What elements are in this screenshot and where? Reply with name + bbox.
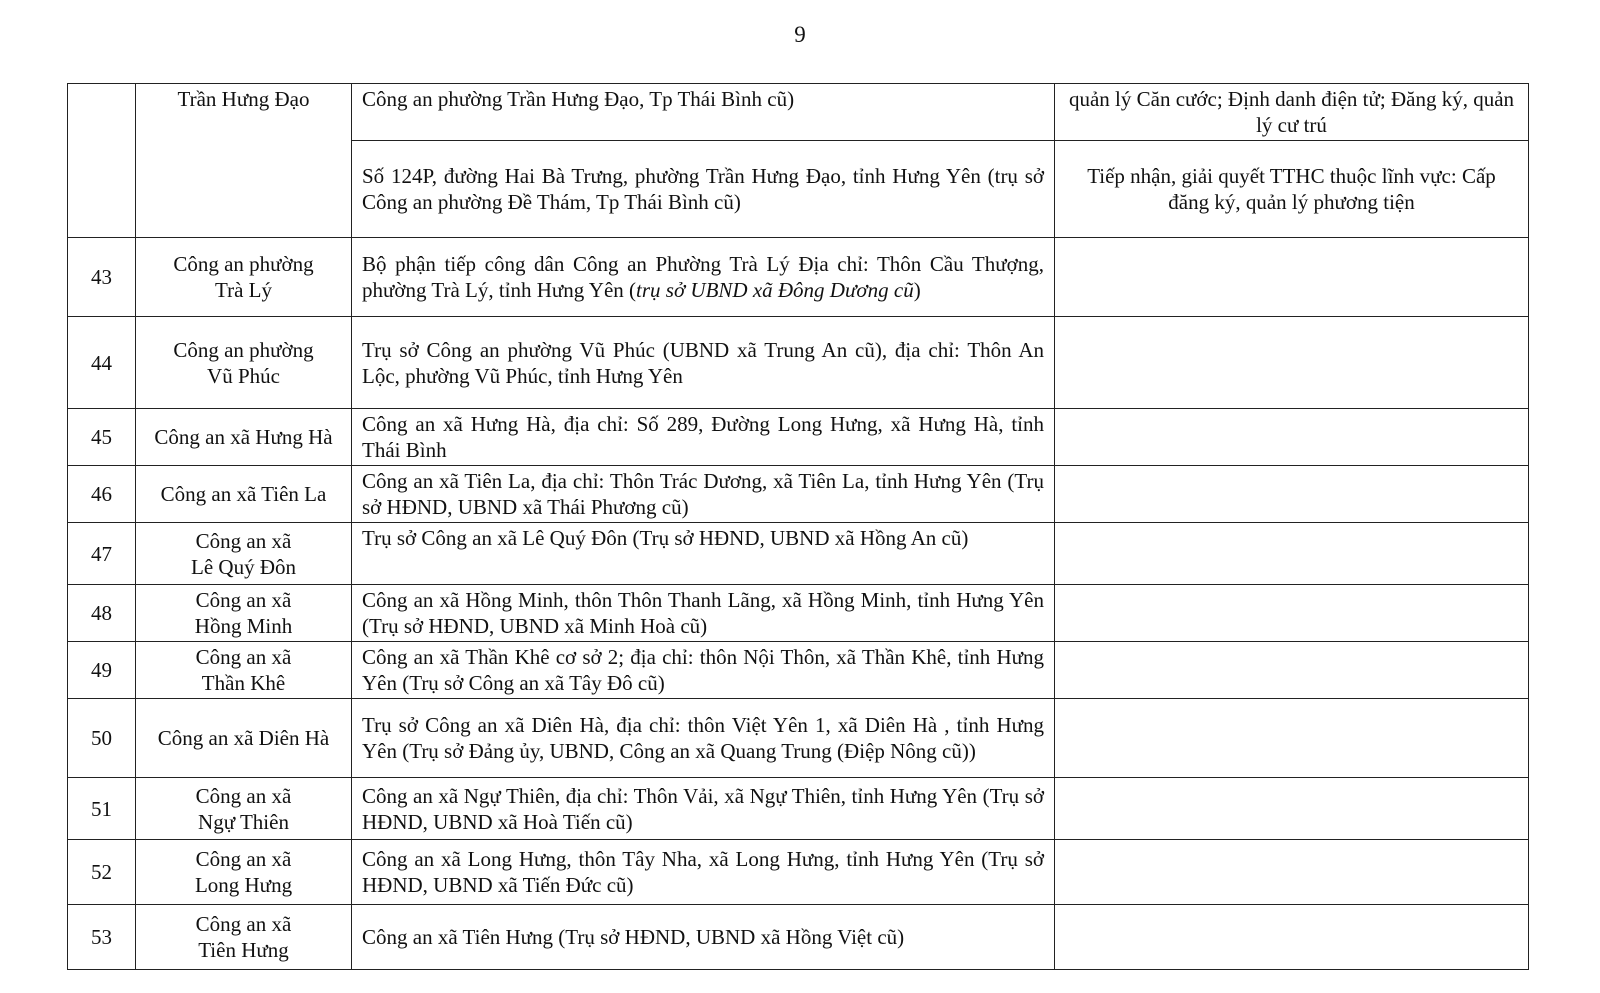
address-cell: Trụ sở Công an xã Lê Quý Đôn (Trụ sở HĐND, UBND xã Hồng An cũ) <box>352 523 1055 585</box>
stt-cell <box>68 84 136 238</box>
stt-cell: 49 <box>68 642 136 699</box>
stt-cell: 45 <box>68 409 136 466</box>
task-cell <box>1055 523 1529 585</box>
task-cell: quản lý Căn cước; Định danh điện tử; Đăng ký, quản lý cư trú <box>1055 84 1529 141</box>
address-cell: Trụ sở Công an xã Diên Hà, địa chỉ: thôn Việt Yên 1, xã Diên Hà , tỉnh Hưng Yên (Trụ sở Đảng ủy, UBND, Công an xã Quang Trung (Điệp Nông cũ)) <box>352 699 1055 778</box>
address-cell: Số 124P, đường Hai Bà Trưng, phường Trần Hưng Đạo, tỉnh Hưng Yên (trụ sở Công an phường Đề Thám, Tp Thái Bình cũ) <box>352 141 1055 238</box>
unit-cell: Công an phường Vũ Phúc <box>136 317 352 409</box>
stt-cell: 48 <box>68 585 136 642</box>
task-cell <box>1055 840 1529 905</box>
stt-cell: 51 <box>68 778 136 840</box>
task-cell <box>1055 238 1529 317</box>
address-cell: Công an xã Tiên La, địa chỉ: Thôn Trác Dương, xã Tiên La, tỉnh Hưng Yên (Trụ sở HĐND, UBND xã Thái Phương cũ) <box>352 466 1055 523</box>
unit-cell: Công an xã Long Hưng <box>136 840 352 905</box>
unit-cell: Công an xã Lê Quý Đôn <box>136 523 352 585</box>
address-text: Bộ phận tiếp công dân Công an Phường Trà Lý Địa chỉ: Thôn Cầu Thượng, phường Trà Lý, tỉnh Hưng Yên ( <box>362 252 1044 302</box>
address-closing: ) <box>913 278 921 302</box>
table-row <box>68 84 1529 141</box>
unit-cell: Công an xã Hưng Hà <box>136 409 352 466</box>
task-cell <box>1055 317 1529 409</box>
task-cell <box>1055 642 1529 699</box>
table-row <box>68 699 1529 778</box>
table-row <box>68 523 1529 585</box>
task-cell <box>1055 778 1529 840</box>
unit-cell: Công an phường Trà Lý <box>136 238 352 317</box>
unit-cell: Công an xã Tiên Hưng <box>136 905 352 970</box>
police-office-table <box>67 83 1529 970</box>
address-cell: Trụ sở Công an phường Vũ Phúc (UBND xã Trung An cũ), địa chỉ: Thôn An Lộc, phường Vũ Phúc, tỉnh Hưng Yên <box>352 317 1055 409</box>
address-cell <box>352 238 1055 317</box>
unit-cell: Công an xã Tiên La <box>136 466 352 523</box>
unit-cell: Trần Hưng Đạo <box>136 84 352 238</box>
stt-cell: 52 <box>68 840 136 905</box>
address-cell: Công an xã Thần Khê cơ sở 2; địa chỉ: thôn Nội Thôn, xã Thần Khê, tỉnh Hưng Yên (Trụ sở Công an xã Tây Đô cũ) <box>352 642 1055 699</box>
stt-cell: 47 <box>68 523 136 585</box>
stt-cell: 46 <box>68 466 136 523</box>
unit-cell: Công an xã Diên Hà <box>136 699 352 778</box>
address-cell: Công an xã Tiên Hưng (Trụ sở HĐND, UBND xã Hồng Việt cũ) <box>352 905 1055 970</box>
table-row <box>68 585 1529 642</box>
task-cell <box>1055 585 1529 642</box>
table-row <box>68 905 1529 970</box>
table-row <box>68 642 1529 699</box>
table-row <box>68 840 1529 905</box>
task-cell <box>1055 466 1529 523</box>
task-cell <box>1055 699 1529 778</box>
table-row <box>68 317 1529 409</box>
stt-cell: 43 <box>68 238 136 317</box>
address-cell: Công an xã Ngự Thiên, địa chỉ: Thôn Vải, xã Ngự Thiên, tỉnh Hưng Yên (Trụ sở HĐND, UBND xã Hoà Tiến cũ) <box>352 778 1055 840</box>
unit-cell: Công an xã Hồng Minh <box>136 585 352 642</box>
stt-cell: 53 <box>68 905 136 970</box>
table-row <box>68 238 1529 317</box>
task-cell <box>1055 409 1529 466</box>
address-cell: Công an xã Long Hưng, thôn Tây Nha, xã Long Hưng, tỉnh Hưng Yên (Trụ sở HĐND, UBND xã Tiến Đức cũ) <box>352 840 1055 905</box>
task-cell: Tiếp nhận, giải quyết TTHC thuộc lĩnh vực: Cấp đăng ký, quản lý phương tiện <box>1055 141 1529 238</box>
address-cell: Công an xã Hồng Minh, thôn Thôn Thanh Lãng, xã Hồng Minh, tỉnh Hưng Yên (Trụ sở HĐND, UBND xã Minh Hoà cũ) <box>352 585 1055 642</box>
unit-cell: Công an xã Ngự Thiên <box>136 778 352 840</box>
address-cell: Công an phường Trần Hưng Đạo, Tp Thái Bình cũ) <box>352 84 1055 141</box>
table-row <box>68 466 1529 523</box>
table-row <box>68 409 1529 466</box>
task-cell <box>1055 905 1529 970</box>
stt-cell: 50 <box>68 699 136 778</box>
address-cell: Công an xã Hưng Hà, địa chỉ: Số 289, Đường Long Hưng, xã Hưng Hà, tỉnh Thái Bình <box>352 409 1055 466</box>
table-row <box>68 778 1529 840</box>
address-italic-text: trụ sở UBND xã Đông Dương cũ <box>636 278 914 302</box>
unit-cell: Công an xã Thần Khê <box>136 642 352 699</box>
page-number: 9 <box>794 22 806 47</box>
stt-cell: 44 <box>68 317 136 409</box>
